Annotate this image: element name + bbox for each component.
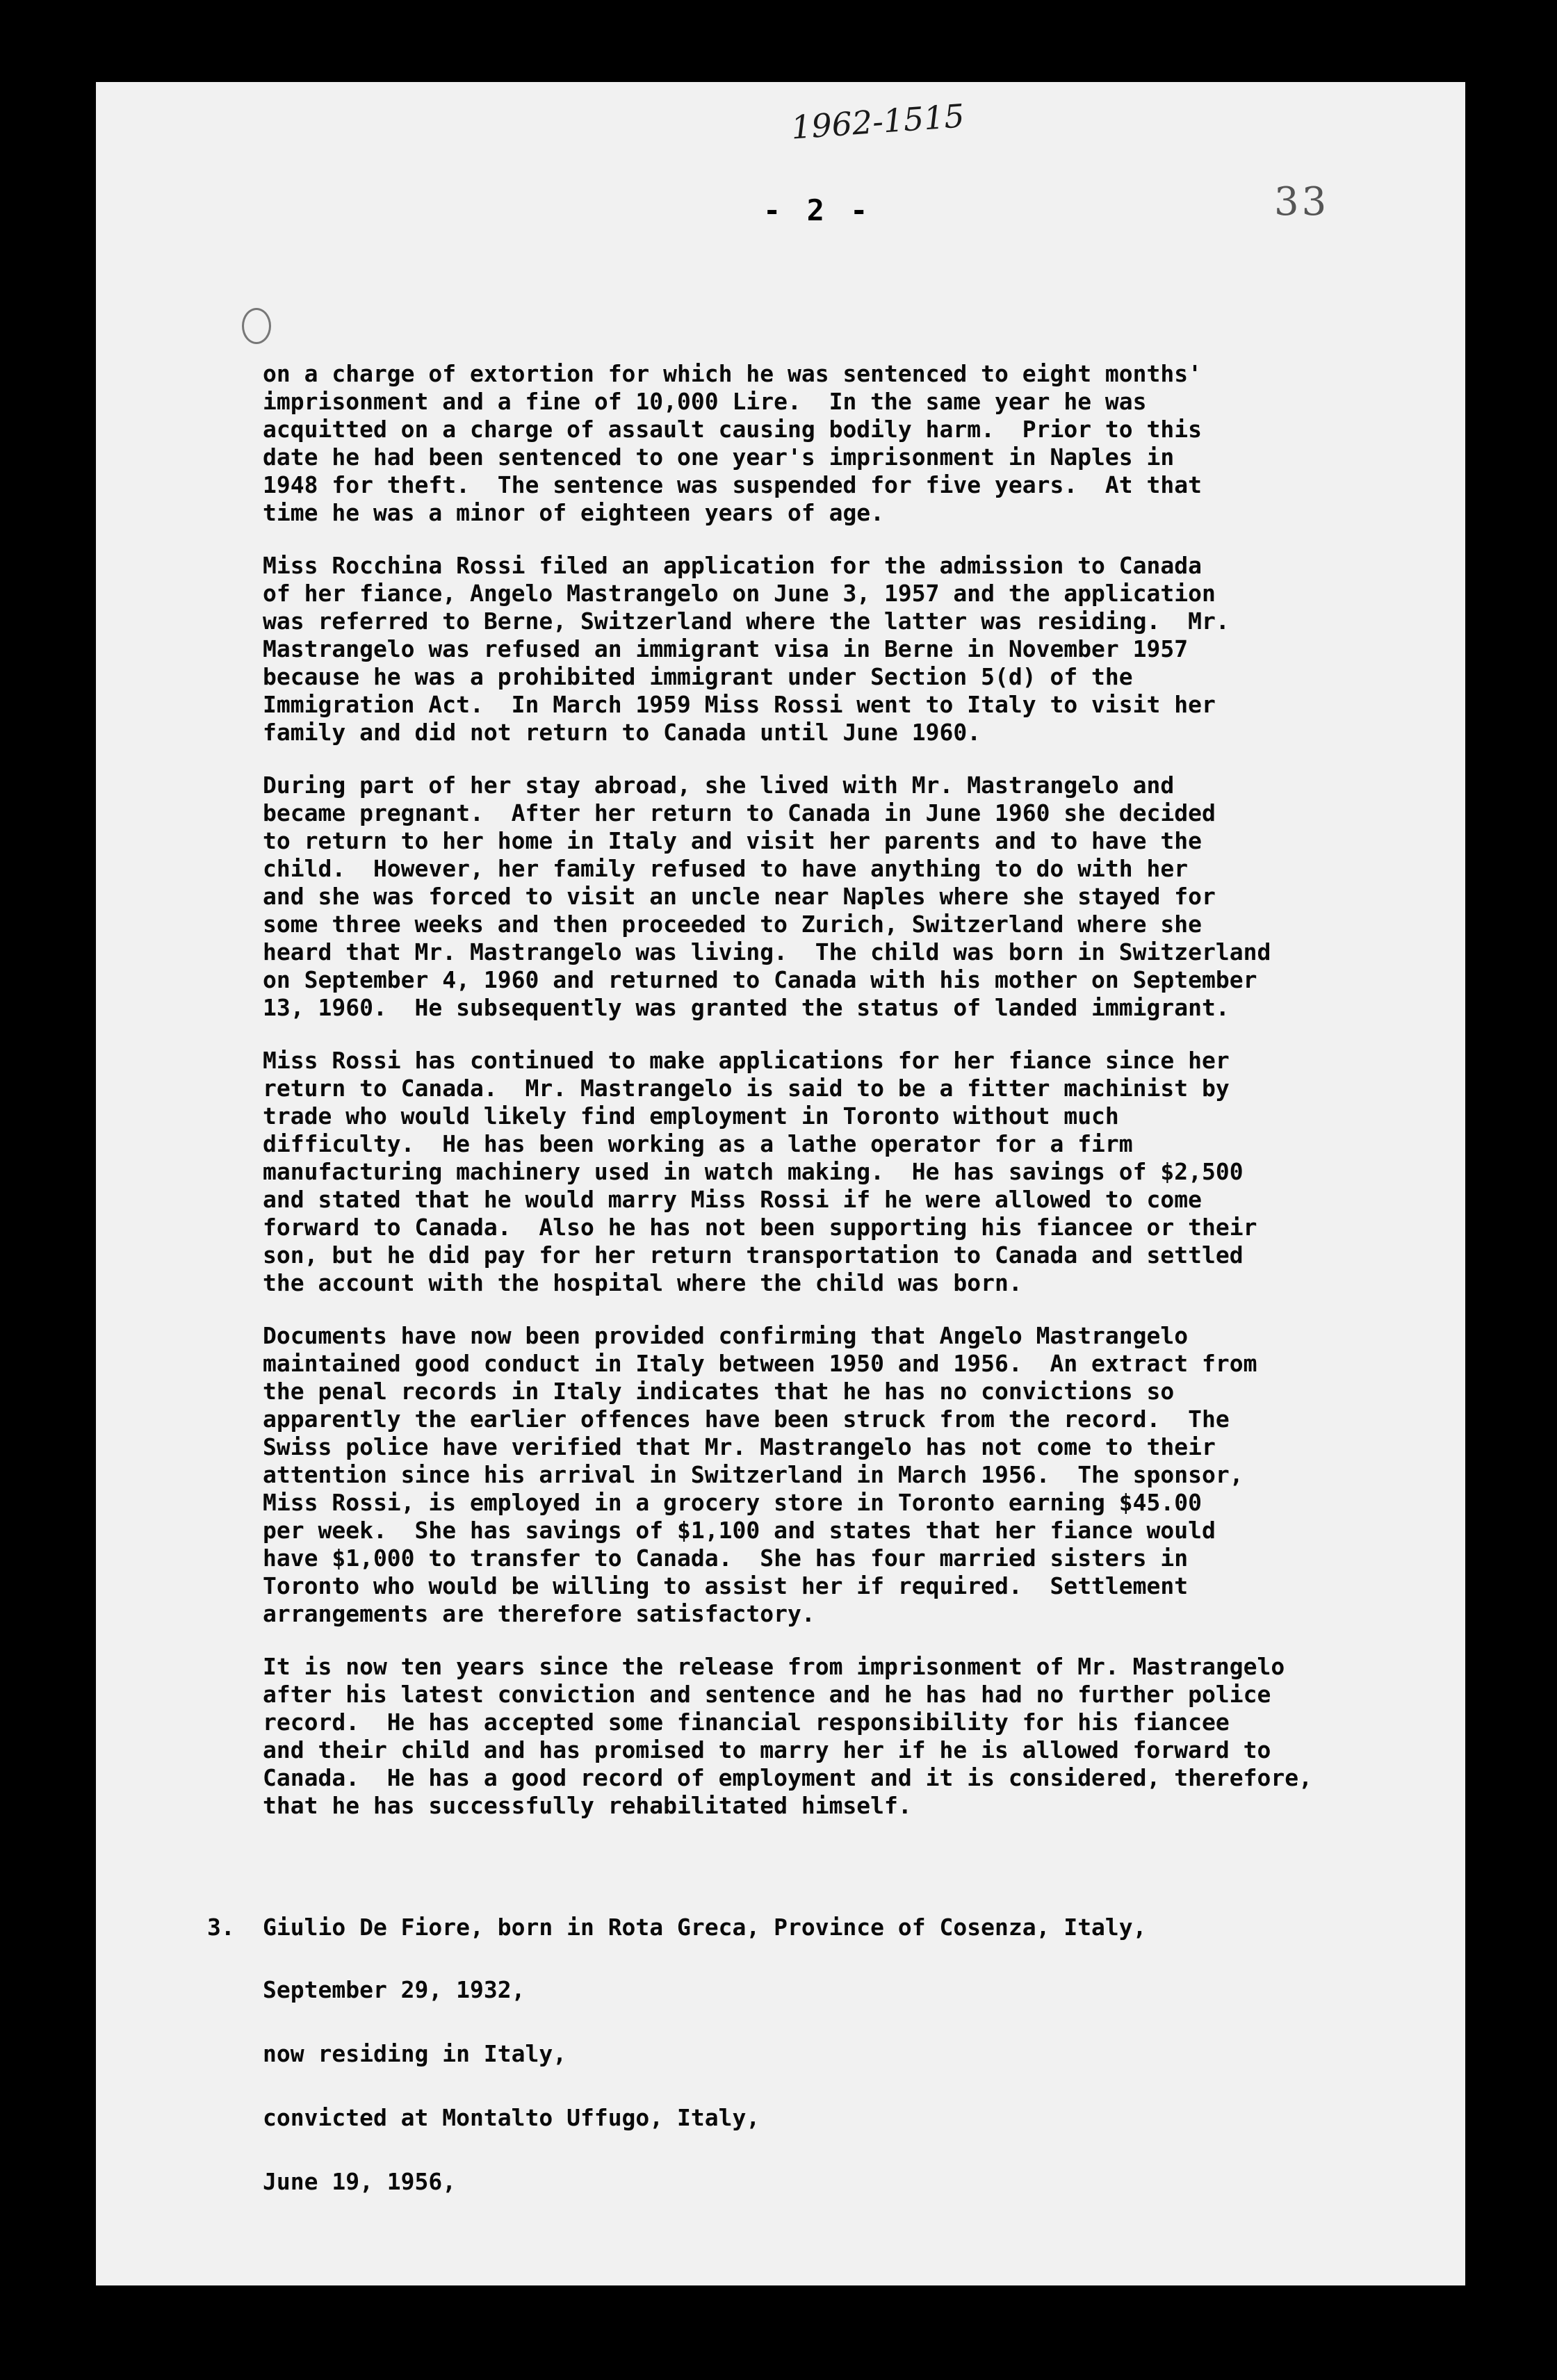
paragraph-criminal-record: on a charge of extortion for which he was sentenced to eight months' imprisonment and a fine of 10,000 Lire. In the same year he was acquitted on a charge of assault causing bodily harm. Prior to this date he had been sentenced to one year's imprisonment in Naples in 1948 for theft. The sentence was suspended for five years. At that time he was a minor of eighteen years of age. (263, 360, 1203, 526)
punch-hole-mark (242, 308, 271, 344)
case-item-conviction-place: convicted at Montalto Uffugo, Italy, (263, 2104, 760, 2131)
case-item-residence: now residing in Italy, (263, 2040, 567, 2067)
paragraph-rehabilitation: It is now ten years since the release from imprisonment of Mr. Mastrangelo after his latest conviction and sentence and he has had no further police record. He has accepted some financial responsibility for his fiancee and their child and has promised to marry her if he is allowed forward to Canada. He has a good record of employment and it is considered, therefore, that he has successfully rehabilitated himself. (263, 1653, 1312, 1819)
paragraph-stay-abroad: During part of her stay abroad, she lived with Mr. Mastrangelo and became pregnant. After her return to Canada in June 1960 she decided to return to her home in Italy and visit her parents and to have the child. However, her family refused to have anything to do with her and she was forced to visit an uncle near Naples where she stayed for some three weeks and then proceeded to Zurich, Switzerland where she heard that Mr. Mastrangelo was living. The child was born in Switzerland on September 4, 1960 and returned to Canada with his mother on September 13, 1960. He subsequently was granted the status of landed immigrant. (263, 772, 1271, 1021)
case-item-birthdate: September 29, 1932, (263, 1976, 525, 2003)
case-item-name: Giulio De Fiore, born in Rota Greca, Province of Cosenza, Italy, (263, 1914, 1147, 1941)
handwritten-reference: 1962-1515 (790, 97, 966, 147)
body-text (263, 360, 1444, 1845)
document-page (96, 82, 1465, 2285)
paragraph-continued-applications: Miss Rossi has continued to make applications for her fiance since her return to Canada. Mr. Mastrangelo is said to be a fitter machinist by trade who would likely find employment in Toronto without much difficulty. He has been working as a lathe operator for a firm manufacturing machinery used in watch making. He has savings of $2,500 and stated that he would marry Miss Rossi if he were allowed to come forward to Canada. Also he has not been supporting his fiancee or their son, but he did pay for her return transportation to Canada and settled the account with the hospital where the child was born. (263, 1047, 1257, 1296)
stamped-folio-number: 33 (1274, 179, 1330, 225)
case-item-conviction-date: June 19, 1956, (263, 2168, 457, 2195)
paragraph-documents: Documents have now been provided confirming that Angelo Mastrangelo maintained good conduct in Italy between 1950 and 1956. An extract from the penal records in Italy indicates that he has no convictions so apparently the earlier offences have been struck from the record. The Swiss police have verified that Mr. Mastrangelo has not come to their attention since his arrival in Switzerland in March 1956. The sponsor, Miss Rossi, is employed in a grocery store in Toronto earning $45.00 per week. She has savings of $1,100 and states that her fiance would have $1,000 to transfer to Canada. She has four married sisters in Toronto who would be willing to assist her if required. Settlement arrangements are therefore satisfactory. (263, 1322, 1257, 1627)
case-item-heading (207, 1914, 1424, 1941)
case-item-3 (207, 1914, 1424, 2232)
page-number: - 2 - (763, 193, 872, 227)
paragraph-application: Miss Rocchina Rossi filed an application for the admission to Canada of her fiance, Angelo Mastrangelo on June 3, 1957 and the application was referred to Berne, Switzerland where the latter was residing. Mr. Mastrangelo was refused an immigrant visa in Berne in November 1957 because he was a prohibited immigrant under Section 5(d) of the Immigration Act. In March 1959 Miss Rossi went to Italy to visit her family and did not return to Canada until June 1960. (263, 552, 1230, 746)
case-item-number: 3. (207, 1914, 235, 1941)
